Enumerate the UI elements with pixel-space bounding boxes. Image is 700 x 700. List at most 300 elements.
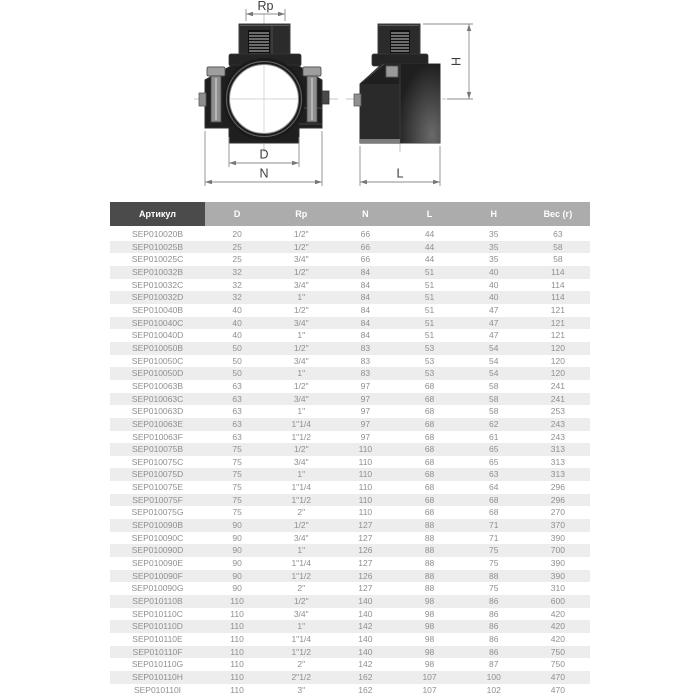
value-cell: 1" (269, 367, 333, 380)
table-row (110, 494, 590, 507)
table-row (110, 405, 590, 418)
value-cell: 750 (526, 646, 590, 659)
value-cell: 25 (205, 241, 269, 254)
value-cell: 110 (230, 634, 244, 644)
value-cell: 98 (424, 634, 435, 644)
value-cell: 3/4" (293, 532, 309, 543)
table-row (110, 557, 590, 570)
table-row (110, 620, 590, 633)
value-cell: 1/2" (293, 229, 309, 239)
value-cell: 420 (550, 634, 565, 644)
value-cell: 3/4" (293, 279, 309, 290)
value-cell: 47 (462, 317, 526, 330)
article-cell: SEP010090F (110, 570, 205, 583)
value-cell: 63 (232, 380, 242, 391)
value-cell: 1" (297, 330, 306, 341)
value-cell: 1"1/2 (269, 570, 333, 583)
article-cell: SEP010090D (110, 544, 205, 557)
article-cell: SEP010040C (110, 317, 205, 330)
table-row (110, 570, 590, 583)
article-cell: SEP010063E (110, 418, 205, 431)
table-row (110, 646, 590, 659)
value-cell: 68 (424, 431, 435, 442)
value-cell: 2" (297, 583, 306, 594)
value-cell: 68 (397, 494, 461, 507)
value-cell: 51 (397, 317, 461, 330)
article-cell: SEP010110E (132, 634, 183, 644)
value-cell: 58 (462, 393, 526, 406)
value-cell: 98 (424, 659, 435, 670)
table-row (110, 481, 590, 494)
table-row (110, 532, 590, 545)
value-cell: 58 (553, 254, 563, 265)
table-row (110, 291, 590, 304)
value-cell: 50 (205, 367, 269, 380)
article-cell: SEP010075E (131, 482, 184, 493)
article-cell: SEP010020B (131, 229, 184, 239)
article-cell: SEP010025B (110, 241, 205, 254)
value-cell: 51 (397, 291, 461, 304)
value-cell: 750 (550, 659, 565, 670)
article-cell: SEP010063F (132, 431, 183, 442)
value-cell: 86 (462, 620, 526, 633)
value-cell: 75 (462, 544, 526, 557)
article-cell: SEP010050C (131, 355, 184, 366)
value-cell: 1"1/4 (291, 482, 312, 493)
value-cell: 75 (488, 583, 499, 594)
value-cell: 1/2" (269, 241, 333, 254)
table-row (110, 355, 590, 368)
value-cell: 3/4" (293, 254, 309, 265)
value-cell: 140 (333, 595, 397, 608)
dim-label-rp: Rp (257, 0, 274, 13)
value-cell: 40 (488, 279, 499, 290)
value-cell: 66 (360, 229, 371, 239)
column-header-4: L (397, 202, 461, 227)
value-cell: 700 (526, 544, 590, 557)
value-cell: 3" (297, 684, 306, 695)
left-lug (199, 93, 206, 106)
value-cell: 1" (269, 291, 333, 304)
table-row (110, 317, 590, 330)
value-cell: 126 (333, 544, 397, 557)
value-cell: 107 (422, 684, 437, 695)
table-row (110, 241, 590, 254)
value-cell: 98 (397, 646, 461, 659)
value-cell: 68 (424, 406, 435, 417)
value-cell: 84 (360, 330, 371, 341)
table-row (110, 329, 590, 342)
value-cell: 64 (488, 482, 499, 493)
value-cell: 84 (333, 291, 397, 304)
value-cell: 120 (526, 342, 590, 355)
table-row (110, 253, 590, 266)
value-cell: 20 (232, 229, 242, 239)
value-cell: 84 (333, 266, 397, 279)
value-cell: 1"1/4 (269, 418, 333, 431)
article-cell: SEP010032D (110, 291, 205, 304)
value-cell: 66 (360, 254, 371, 265)
value-cell: 65 (462, 443, 526, 456)
value-cell: 97 (333, 418, 397, 431)
value-cell: 110 (205, 595, 269, 608)
value-cell: 110 (230, 659, 244, 670)
column-header-0: Артикул (110, 202, 205, 227)
table-row (110, 418, 590, 431)
side-bolt (386, 66, 398, 77)
value-cell: 420 (550, 608, 565, 619)
value-cell: 1"1/2 (269, 646, 333, 659)
value-cell: 86 (488, 634, 499, 644)
value-cell: 313 (526, 443, 590, 456)
value-cell: 1/2" (269, 443, 333, 456)
value-cell: 63 (205, 418, 269, 431)
value-cell: 310 (550, 583, 565, 594)
value-cell: 84 (333, 317, 397, 330)
value-cell: 61 (488, 431, 499, 442)
value-cell: 63 (232, 431, 242, 442)
value-cell: 1"1/4 (291, 558, 312, 569)
value-cell: 126 (333, 570, 397, 583)
value-cell: 32 (205, 266, 269, 279)
value-cell: 390 (550, 532, 565, 543)
table-row (110, 266, 590, 279)
table-row (110, 367, 590, 380)
value-cell: 121 (526, 317, 590, 330)
value-cell: 83 (360, 355, 371, 366)
value-cell: 102 (486, 684, 501, 695)
value-cell: 313 (550, 456, 565, 467)
column-header-5: H (462, 202, 526, 227)
table-row (110, 431, 590, 444)
value-cell: 35 (488, 229, 499, 239)
value-cell: 114 (526, 266, 590, 279)
value-cell: 63 (232, 406, 242, 417)
table-row (110, 456, 590, 469)
value-cell: 35 (462, 241, 526, 254)
value-cell: 68 (424, 456, 435, 467)
value-cell: 51 (424, 330, 435, 341)
value-cell: 390 (526, 570, 590, 583)
value-cell: 65 (488, 456, 499, 467)
value-cell: 40 (232, 304, 242, 315)
article-cell: SEP010110B (110, 595, 205, 608)
value-cell: 390 (550, 558, 565, 569)
value-cell: 243 (550, 431, 565, 442)
value-cell: 110 (358, 482, 373, 493)
value-cell: 90 (205, 570, 269, 583)
value-cell: 62 (462, 418, 526, 431)
value-cell: 66 (333, 241, 397, 254)
value-cell: 90 (205, 544, 269, 557)
value-cell: 97 (360, 406, 371, 417)
value-cell: 420 (526, 620, 590, 633)
value-cell: 2" (297, 507, 306, 518)
value-cell: 54 (462, 367, 526, 380)
value-cell: 114 (551, 279, 565, 290)
article-cell: SEP010032C (131, 279, 184, 290)
thread-section (248, 30, 270, 56)
value-cell: 470 (526, 671, 590, 684)
article-cell: SEP010063D (131, 406, 184, 417)
value-cell: 370 (526, 519, 590, 532)
value-cell: 32 (232, 279, 242, 290)
value-cell: 68 (462, 494, 526, 507)
value-cell: 40 (462, 291, 526, 304)
table-row (110, 468, 590, 481)
value-cell: 88 (424, 558, 435, 569)
article-cell: SEP010110G (131, 659, 184, 670)
value-cell: 90 (205, 519, 269, 532)
value-cell: 162 (333, 671, 397, 684)
value-cell: 84 (360, 279, 371, 290)
value-cell: 127 (358, 583, 373, 594)
article-cell: SEP010110F (110, 646, 205, 659)
value-cell: 47 (488, 304, 499, 315)
value-cell: 68 (488, 507, 499, 518)
value-cell: 2"1/2 (269, 671, 333, 684)
value-cell: 3/4" (293, 608, 309, 619)
value-cell: 51 (424, 279, 435, 290)
spec-table (110, 202, 590, 696)
article-cell: SEP010110D (110, 620, 205, 633)
value-cell: 270 (550, 507, 565, 518)
table-row (110, 443, 590, 456)
article-cell: SEP010075B (110, 443, 205, 456)
value-cell: 75 (205, 443, 269, 456)
value-cell: 88 (397, 570, 461, 583)
article-cell: SEP010075F (110, 494, 205, 507)
value-cell: 140 (358, 608, 373, 619)
value-cell: 44 (424, 229, 435, 239)
value-cell: 110 (205, 620, 269, 633)
value-cell: 51 (424, 304, 435, 315)
value-cell: 88 (424, 583, 435, 594)
value-cell: 54 (488, 355, 499, 366)
table-row (110, 380, 590, 393)
value-cell: 97 (333, 393, 397, 406)
value-cell: 110 (358, 507, 373, 518)
header-row (110, 202, 590, 227)
value-cell: 75 (232, 482, 242, 493)
value-cell: 68 (397, 443, 461, 456)
value-cell: 58 (488, 380, 499, 391)
value-cell: 68 (397, 418, 461, 431)
value-cell: 107 (397, 671, 461, 684)
value-cell: 90 (232, 583, 242, 594)
value-cell: 110 (230, 684, 244, 695)
value-cell: 110 (358, 456, 373, 467)
value-cell: 121 (550, 330, 565, 341)
dim-label-d: D (259, 147, 269, 162)
table-row (110, 658, 590, 671)
value-cell: 58 (488, 406, 499, 417)
value-cell: 110 (205, 671, 269, 684)
value-cell: 84 (360, 304, 371, 315)
value-cell: 88 (397, 544, 461, 557)
value-cell: 241 (526, 393, 590, 406)
value-cell: 98 (424, 608, 435, 619)
value-cell: 241 (550, 380, 565, 391)
right-lug (322, 91, 329, 104)
value-cell: 75 (232, 507, 242, 518)
front-view-drawing (199, 24, 329, 143)
value-cell: 68 (397, 393, 461, 406)
table-row (110, 227, 590, 241)
table-row (110, 633, 590, 646)
value-cell: 53 (397, 367, 461, 380)
table-row (110, 506, 590, 519)
article-cell: SEP010110I (133, 684, 182, 695)
value-cell: 98 (397, 620, 461, 633)
value-cell: 1/2" (293, 380, 309, 391)
value-cell: 110 (230, 608, 244, 619)
article-cell: SEP010110C (132, 608, 183, 619)
value-cell: 90 (232, 558, 242, 569)
table-row (110, 608, 590, 621)
value-cell: 1/2" (269, 519, 333, 532)
value-cell: 243 (526, 418, 590, 431)
column-header-1: D (205, 202, 269, 227)
value-cell: 120 (526, 367, 590, 380)
value-cell: 110 (333, 443, 397, 456)
dim-label-h: H (449, 56, 464, 67)
value-cell: 140 (358, 634, 373, 644)
article-cell: SEP010063C (110, 393, 205, 406)
table-row (110, 582, 590, 595)
value-cell: 71 (488, 532, 499, 543)
value-cell: 90 (232, 532, 242, 543)
value-cell: 296 (526, 494, 590, 507)
article-cell: SEP010050B (110, 342, 205, 355)
value-cell: 63 (462, 468, 526, 481)
value-cell: 1/2" (269, 266, 333, 279)
table-row (110, 684, 590, 697)
value-cell: 120 (550, 355, 565, 366)
value-cell: 1/2" (293, 304, 309, 315)
value-cell: 2" (297, 659, 306, 670)
value-cell: 63 (553, 229, 563, 239)
value-cell: 75 (205, 494, 269, 507)
value-cell: 110 (333, 494, 397, 507)
value-cell: 1/2" (269, 342, 333, 355)
table-row (110, 544, 590, 557)
article-cell: SEP010090E (131, 558, 184, 569)
value-cell: 121 (550, 304, 565, 315)
spec-table-body (110, 227, 590, 696)
value-cell: 83 (333, 367, 397, 380)
article-cell: SEP010040B (131, 304, 184, 315)
value-cell: 86 (462, 595, 526, 608)
value-cell: 142 (358, 659, 373, 670)
value-cell: 296 (550, 482, 565, 493)
table-row (110, 342, 590, 355)
value-cell: 470 (550, 684, 565, 695)
article-cell: SEP010110H (110, 671, 205, 684)
table-row (110, 304, 590, 317)
value-cell: 1"1/2 (269, 494, 333, 507)
column-header-6: Вес (г) (526, 202, 590, 227)
value-cell: 3/4" (269, 393, 333, 406)
article-cell: SEP010032B (110, 266, 205, 279)
value-cell: 3/4" (293, 456, 309, 467)
value-cell: 127 (333, 519, 397, 532)
value-cell: 53 (397, 342, 461, 355)
value-cell: 68 (424, 380, 435, 391)
value-cell: 127 (358, 532, 373, 543)
value-cell: 51 (397, 266, 461, 279)
value-cell: 71 (462, 519, 526, 532)
article-cell: SEP010075D (110, 468, 205, 481)
value-cell: 1"1/2 (291, 431, 312, 442)
spec-table-header (110, 202, 590, 227)
side-view-drawing (354, 24, 440, 143)
column-header-2: Rp (269, 202, 333, 227)
value-cell: 88 (424, 532, 435, 543)
value-cell: 1" (297, 406, 306, 417)
value-cell: 75 (232, 456, 242, 467)
table-row (110, 595, 590, 608)
value-cell: 32 (205, 291, 269, 304)
article-cell: SEP010075G (131, 507, 184, 518)
saddle-bottom-edge (360, 139, 400, 143)
value-cell: 53 (424, 355, 435, 366)
value-cell: 25 (232, 254, 242, 265)
value-cell: 40 (205, 317, 269, 330)
value-cell: 313 (526, 468, 590, 481)
boss-sheen (400, 64, 440, 143)
value-cell: 253 (550, 406, 565, 417)
value-cell: 68 (424, 507, 435, 518)
value-cell: 50 (205, 342, 269, 355)
value-cell: 83 (333, 342, 397, 355)
value-cell: 1/2" (269, 595, 333, 608)
value-cell: 68 (397, 468, 461, 481)
value-cell: 110 (205, 646, 269, 659)
value-cell: 86 (462, 646, 526, 659)
value-cell: 47 (488, 330, 499, 341)
value-cell: 142 (333, 620, 397, 633)
value-cell: 40 (232, 330, 242, 341)
value-cell: 110 (333, 468, 397, 481)
value-cell: 98 (397, 595, 461, 608)
value-cell: 114 (526, 291, 590, 304)
value-cell: 63 (205, 393, 269, 406)
article-cell: SEP010090C (131, 532, 184, 543)
value-cell: 3/4" (269, 317, 333, 330)
article-cell: SEP010090G (131, 583, 184, 594)
article-cell: SEP010040D (131, 330, 184, 341)
value-cell: 97 (360, 431, 371, 442)
value-cell: 44 (424, 254, 435, 265)
value-cell: 127 (358, 558, 373, 569)
value-cell: 86 (488, 608, 499, 619)
value-cell: 100 (462, 671, 526, 684)
value-cell: 50 (232, 355, 242, 366)
article-cell: SEP010063B (131, 380, 184, 391)
article-cell: SEP010025C (131, 254, 184, 265)
article-cell: SEP010090B (110, 519, 205, 532)
value-cell: 68 (424, 482, 435, 493)
value-cell: 88 (462, 570, 526, 583)
value-cell: 97 (360, 380, 371, 391)
value-cell: 88 (397, 519, 461, 532)
value-cell: 140 (333, 646, 397, 659)
value-cell: 54 (462, 342, 526, 355)
dim-label-l: L (396, 166, 404, 181)
table-row (110, 671, 590, 684)
value-cell: 162 (358, 684, 373, 695)
